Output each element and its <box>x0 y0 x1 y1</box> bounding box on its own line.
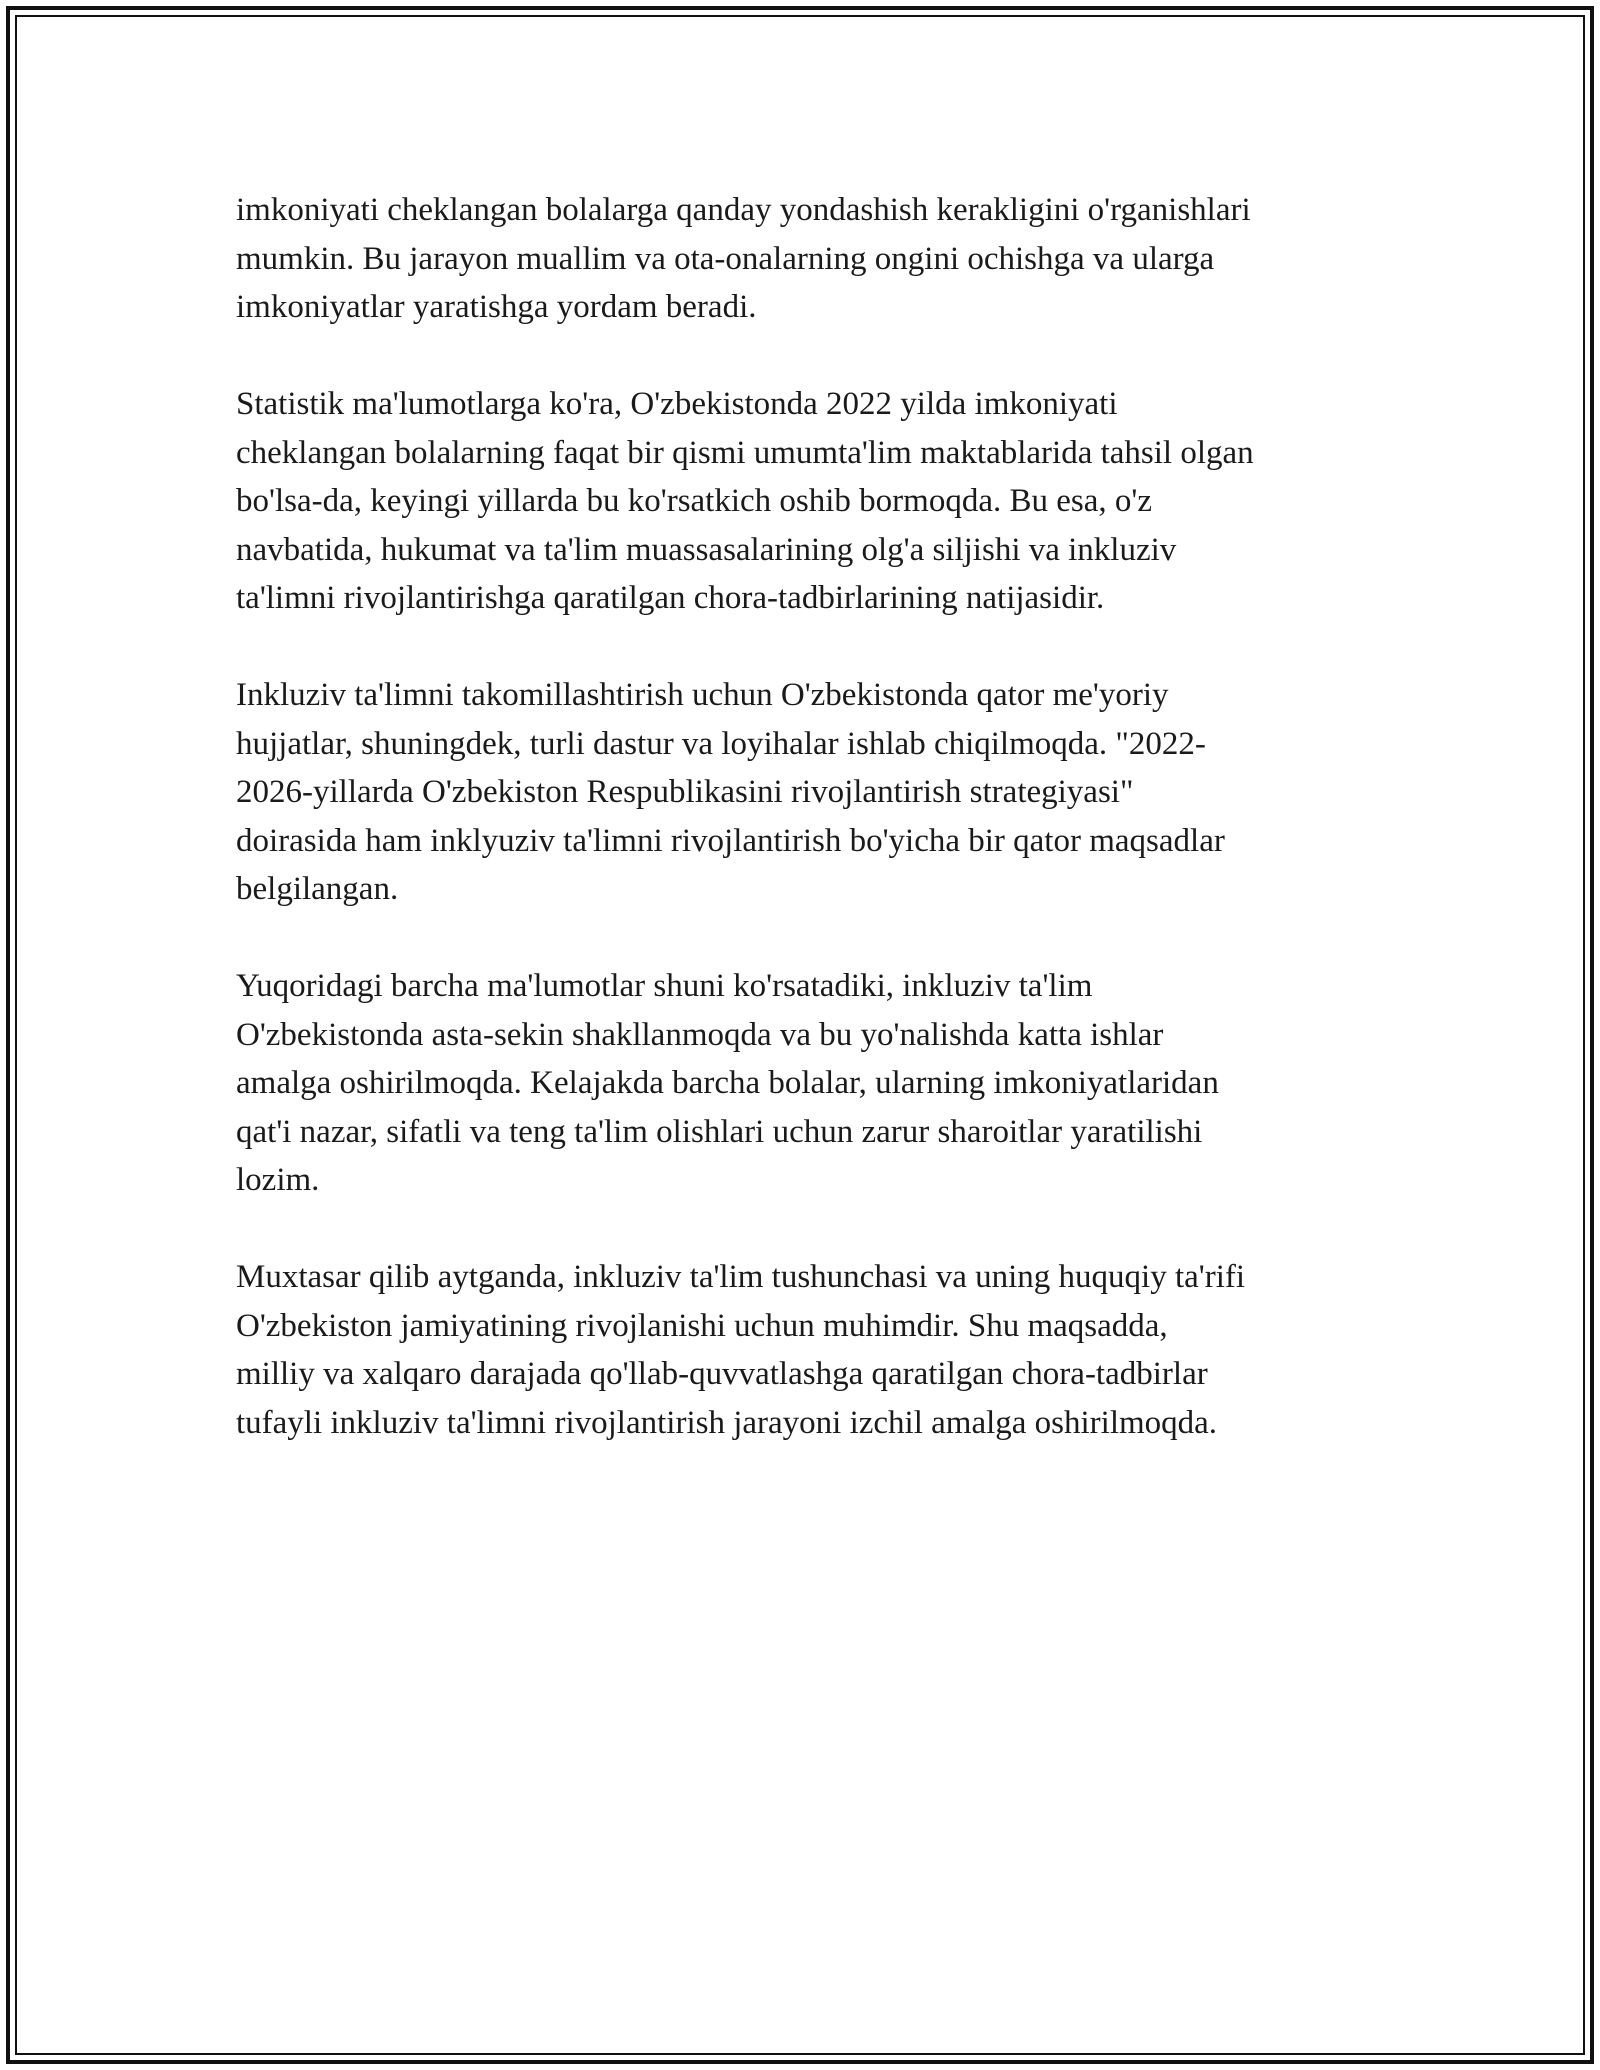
text-line: qat'i nazar, sifatli va teng ta'lim olishlari uchun zarur sharoitlar yaratilishi <box>236 1113 1203 1150</box>
document-body <box>236 186 1386 1496</box>
paragraph <box>236 962 1386 1205</box>
paragraph <box>236 1253 1386 1447</box>
text-line: cheklangan bolalarning faqat bir qismi umumta'lim maktablarida tahsil olgan <box>236 434 1254 471</box>
text-line: O'zbekistonda asta-sekin shakllanmoqda va bu yo'nalishda katta ishlar <box>236 1016 1164 1053</box>
text-line: tufayli inkluziv ta'limni rivojlantirish jarayoni izchil amalga oshirilmoqda. <box>236 1404 1218 1441</box>
text-line: bo'lsa-da, keyingi yillarda bu ko'rsatkich oshib bormoqda. Bu esa, o'z <box>236 483 1152 519</box>
text-line: belgilangan. <box>236 871 399 907</box>
text-line: hujjatlar, shuningdek, turli dastur va loyihalar ishlab chiqilmoqda. "2022- <box>236 725 1206 762</box>
text-line: Statistik ma'lumotlarga ko'ra, O'zbekistonda 2022 yilda imkoniyati <box>236 386 1118 422</box>
text-line: O'zbekiston jamiyatining rivojlanishi uchun muhimdir. Shu maqsadda, <box>236 1307 1168 1344</box>
text-line: Yuqoridagi barcha ma'lumotlar shuni ko'rsatadiki, inkluziv ta'lim <box>236 968 1093 1004</box>
paragraph <box>236 380 1386 623</box>
text-line: imkoniyati cheklangan bolalarga qanday yondashish kerakligini o'rganishlari <box>236 192 1251 228</box>
text-line: doirasida ham inklyuziv ta'limni rivojlantirish bo'yicha bir qator maqsadlar <box>236 822 1225 859</box>
text-line: ta'limni rivojlantirishga qaratilgan chora-tadbirlarining natijasidir. <box>236 580 1105 616</box>
text-line: lozim. <box>236 1162 320 1198</box>
text-line: amalga oshirilmoqda. Kelajakda barcha bolalar, ularning imkoniyatlaridan <box>236 1065 1219 1101</box>
text-line: navbatida, hukumat va ta'lim muassasalarining olg'a siljishi va inkluziv <box>236 531 1177 568</box>
text-line: imkoniyatlar yaratishga yordam beradi. <box>236 289 757 325</box>
paragraph <box>236 671 1386 914</box>
text-line: milliy va xalqaro darajada qo'llab-quvvatlashga qaratilgan chora-tadbirlar <box>236 1356 1208 1392</box>
text-line: 2026-yillarda O'zbekiston Respublikasini rivojlantirish strategiyasi" <box>236 774 1134 810</box>
text-line: Muxtasar qilib aytganda, inkluziv ta'lim tushunchasi va uning huquqiy ta'rifi <box>236 1259 1246 1295</box>
text-line: mumkin. Bu jarayon muallim va ota-onalarning ongini ochishga va ularga <box>236 240 1215 277</box>
paragraph <box>236 186 1386 332</box>
text-line: Inkluziv ta'limni takomillashtirish uchun O'zbekistonda qator me'yoriy <box>236 677 1169 713</box>
